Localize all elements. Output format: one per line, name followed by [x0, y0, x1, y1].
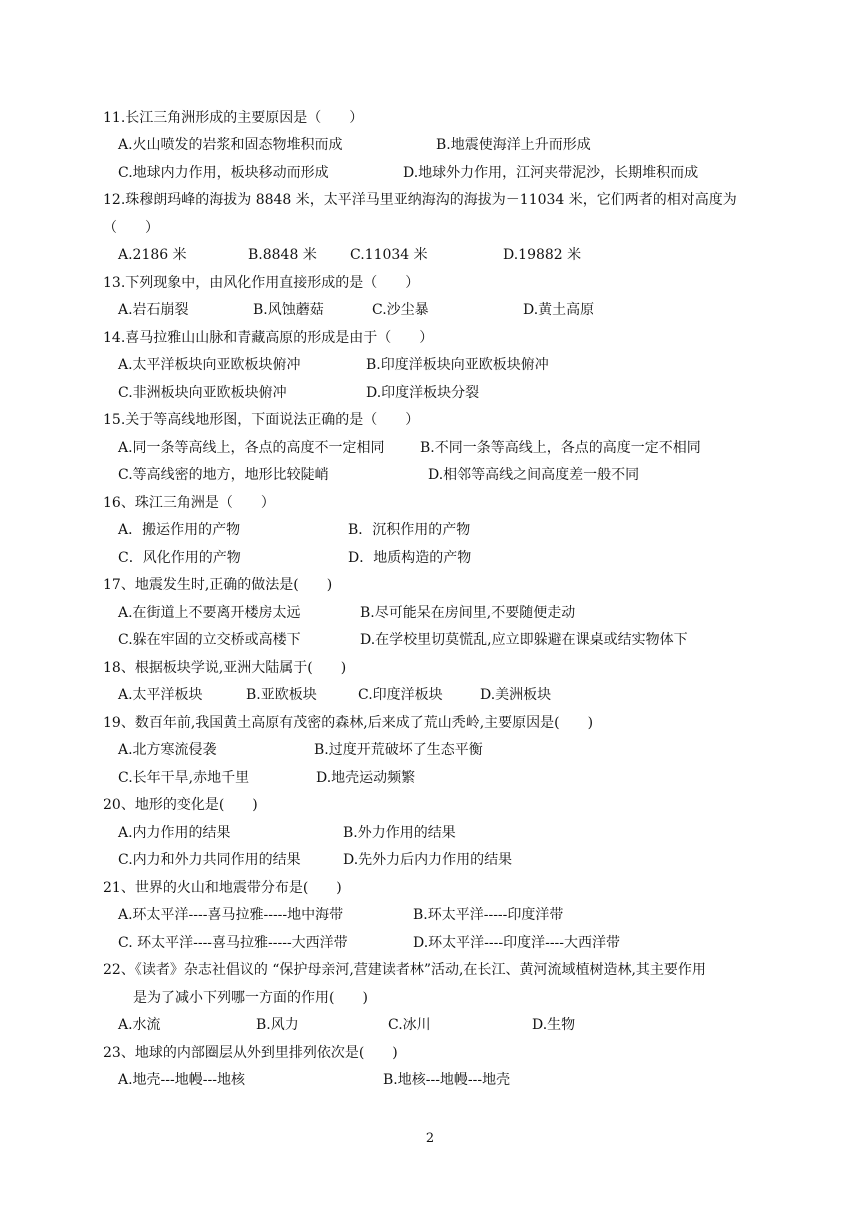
question-12-stem: 12.珠穆朗玛峰的海拔为 8848 米，太平洋马里亚纳海沟的海拔为－11034 米，它们两者的相对高度为	[103, 192, 737, 208]
question-15-options-row1	[118, 438, 818, 458]
question-17-options-row1	[118, 603, 818, 623]
option-c: C.冰川	[388, 1017, 431, 1033]
question-23-stem: 23、地球的内部圈层从外到里排列依次是( )	[103, 1045, 398, 1061]
option-c: C.地球内力作用，板块移动而形成	[118, 165, 329, 181]
option-d: D.先外力后内力作用的结果	[343, 852, 513, 868]
question-19-options-row1	[118, 740, 818, 760]
option-c: C.11034 米	[350, 247, 428, 263]
question-11-options-row2	[118, 163, 818, 183]
option-c: C.等高线密的地方，地形比较陡峭	[118, 467, 329, 483]
question-17-options-row2	[118, 630, 818, 650]
option-b: B.地震使海洋上升而形成	[436, 137, 591, 153]
option-a: A.太平洋板块向亚欧板块俯冲	[118, 357, 301, 373]
option-b: B.印度洋板块向亚欧板块俯冲	[366, 357, 549, 373]
option-b: B.过度开荒破坏了生态平衡	[314, 742, 483, 758]
question-21-options-row1	[118, 905, 818, 925]
option-c: C.内力和外力共同作用的结果	[118, 852, 301, 868]
question-22-stem: 22、《读者》杂志社倡议的 “保护母亲河,营建读者林”活动,在长江、黄河流域植树造林,其主要作用	[103, 962, 706, 978]
option-a: A.环太平洋----喜马拉雅-----地中海带	[118, 907, 344, 923]
question-15-stem: 15.关于等高线地形图，下面说法正确的是（ ）	[103, 412, 420, 428]
option-d: D.地壳运动频繁	[316, 770, 416, 786]
question-12-options	[118, 245, 818, 265]
option-b: B.尽可能呆在房间里,不要随便走动	[360, 605, 576, 621]
option-a: A.地壳---地幔---地核	[118, 1072, 245, 1088]
question-21-stem: 21、世界的火山和地震带分布是( )	[103, 880, 342, 896]
option-a: A.同一条等高线上，各点的高度不一定相同	[118, 440, 385, 456]
option-b: B.环太平洋-----印度洋带	[413, 907, 564, 923]
question-13-stem: 13.下列现象中，由风化作用直接形成的是（ ）	[103, 275, 420, 291]
question-16-options-row2	[118, 548, 818, 568]
option-c: C. 环太平洋----喜马拉雅-----大西洋带	[118, 935, 348, 951]
option-a: A.火山喷发的岩浆和固态物堆积而成	[118, 137, 343, 153]
page-number: 2	[425, 1131, 435, 1146]
option-a: A．搬运作用的产物	[118, 522, 241, 538]
option-a: A.太平洋板块	[118, 687, 203, 703]
option-a: A.水流	[118, 1017, 161, 1033]
option-b: B.风蚀蘑菇	[253, 302, 324, 318]
question-12-stem-cont: （ ）	[103, 220, 159, 236]
question-23-options	[118, 1070, 818, 1090]
option-c: C．风化作用的产物	[118, 550, 241, 566]
question-20-options-row2	[118, 850, 818, 870]
question-14-options-row2	[118, 383, 818, 403]
question-14-stem: 14.喜马拉雅山山脉和青藏高原的形成是由于（ ）	[103, 330, 434, 346]
option-d: D.环太平洋----印度洋----大西洋带	[413, 935, 621, 951]
question-11-options-row1	[118, 135, 818, 155]
option-a: A.北方寒流侵袭	[118, 742, 217, 758]
option-c: C.沙尘暴	[372, 302, 429, 318]
option-b: B.8848 米	[248, 247, 317, 263]
option-d: D.相邻等高线之间高度差一般不同	[428, 467, 640, 483]
question-16-stem: 16、珠江三角洲是（ ）	[103, 495, 275, 511]
question-17-stem: 17、地震发生时,正确的做法是( )	[103, 577, 333, 593]
option-d: D.美洲板块	[480, 687, 552, 703]
option-d: D.黄土高原	[523, 302, 595, 318]
question-16-options-row1	[118, 520, 818, 540]
question-11-stem: 11.长江三角洲形成的主要原因是（ ）	[103, 110, 364, 126]
option-a: A.岩石崩裂	[118, 302, 189, 318]
option-c: C.长年干旱,赤地千里	[118, 770, 250, 786]
question-22-options	[118, 1015, 818, 1035]
option-b: B.地核---地幔---地壳	[383, 1072, 511, 1088]
option-d: D.19882 米	[503, 247, 582, 263]
option-d: D.在学校里切莫慌乱,应立即躲避在课桌或结实物体下	[360, 632, 688, 648]
option-b: B．沉积作用的产物	[348, 522, 471, 538]
option-a: A.内力作用的结果	[118, 825, 231, 841]
question-14-options-row1	[118, 355, 818, 375]
question-13-options	[118, 300, 818, 320]
question-19-options-row2	[118, 768, 818, 788]
option-c: C.躲在牢固的立交桥或高楼下	[118, 632, 301, 648]
option-b: B.不同一条等高线上，各点的高度一定不相同	[420, 440, 701, 456]
option-d: D.印度洋板块分裂	[366, 385, 480, 401]
question-18-options	[118, 685, 818, 705]
question-19-stem: 19、数百年前,我国黄土高原有茂密的森林,后来成了荒山秃岭,主要原因是( )	[103, 715, 594, 731]
option-b: B.亚欧板块	[246, 687, 317, 703]
option-d: D.地球外力作用，江河夹带泥沙，长期堆积而成	[403, 165, 699, 181]
option-a: A.在街道上不要离开楼房太远	[118, 605, 301, 621]
option-d: D．地质构造的产物	[348, 550, 472, 566]
option-c: C.非洲板块向亚欧板块俯冲	[118, 385, 287, 401]
question-20-stem: 20、地形的变化是( )	[103, 797, 258, 813]
option-b: B.风力	[256, 1017, 299, 1033]
question-20-options-row1	[118, 823, 818, 843]
option-a: A.2186 米	[118, 247, 187, 263]
option-b: B.外力作用的结果	[343, 825, 456, 841]
question-18-stem: 18、根据板块学说,亚洲大陆属于( )	[103, 660, 347, 676]
option-d: D.生物	[532, 1017, 576, 1033]
question-15-options-row2	[118, 465, 818, 485]
question-22-stem-cont: 是为了减小下列哪一方面的作用( )	[133, 990, 368, 1006]
question-21-options-row2	[118, 933, 818, 953]
option-c: C.印度洋板块	[358, 687, 443, 703]
